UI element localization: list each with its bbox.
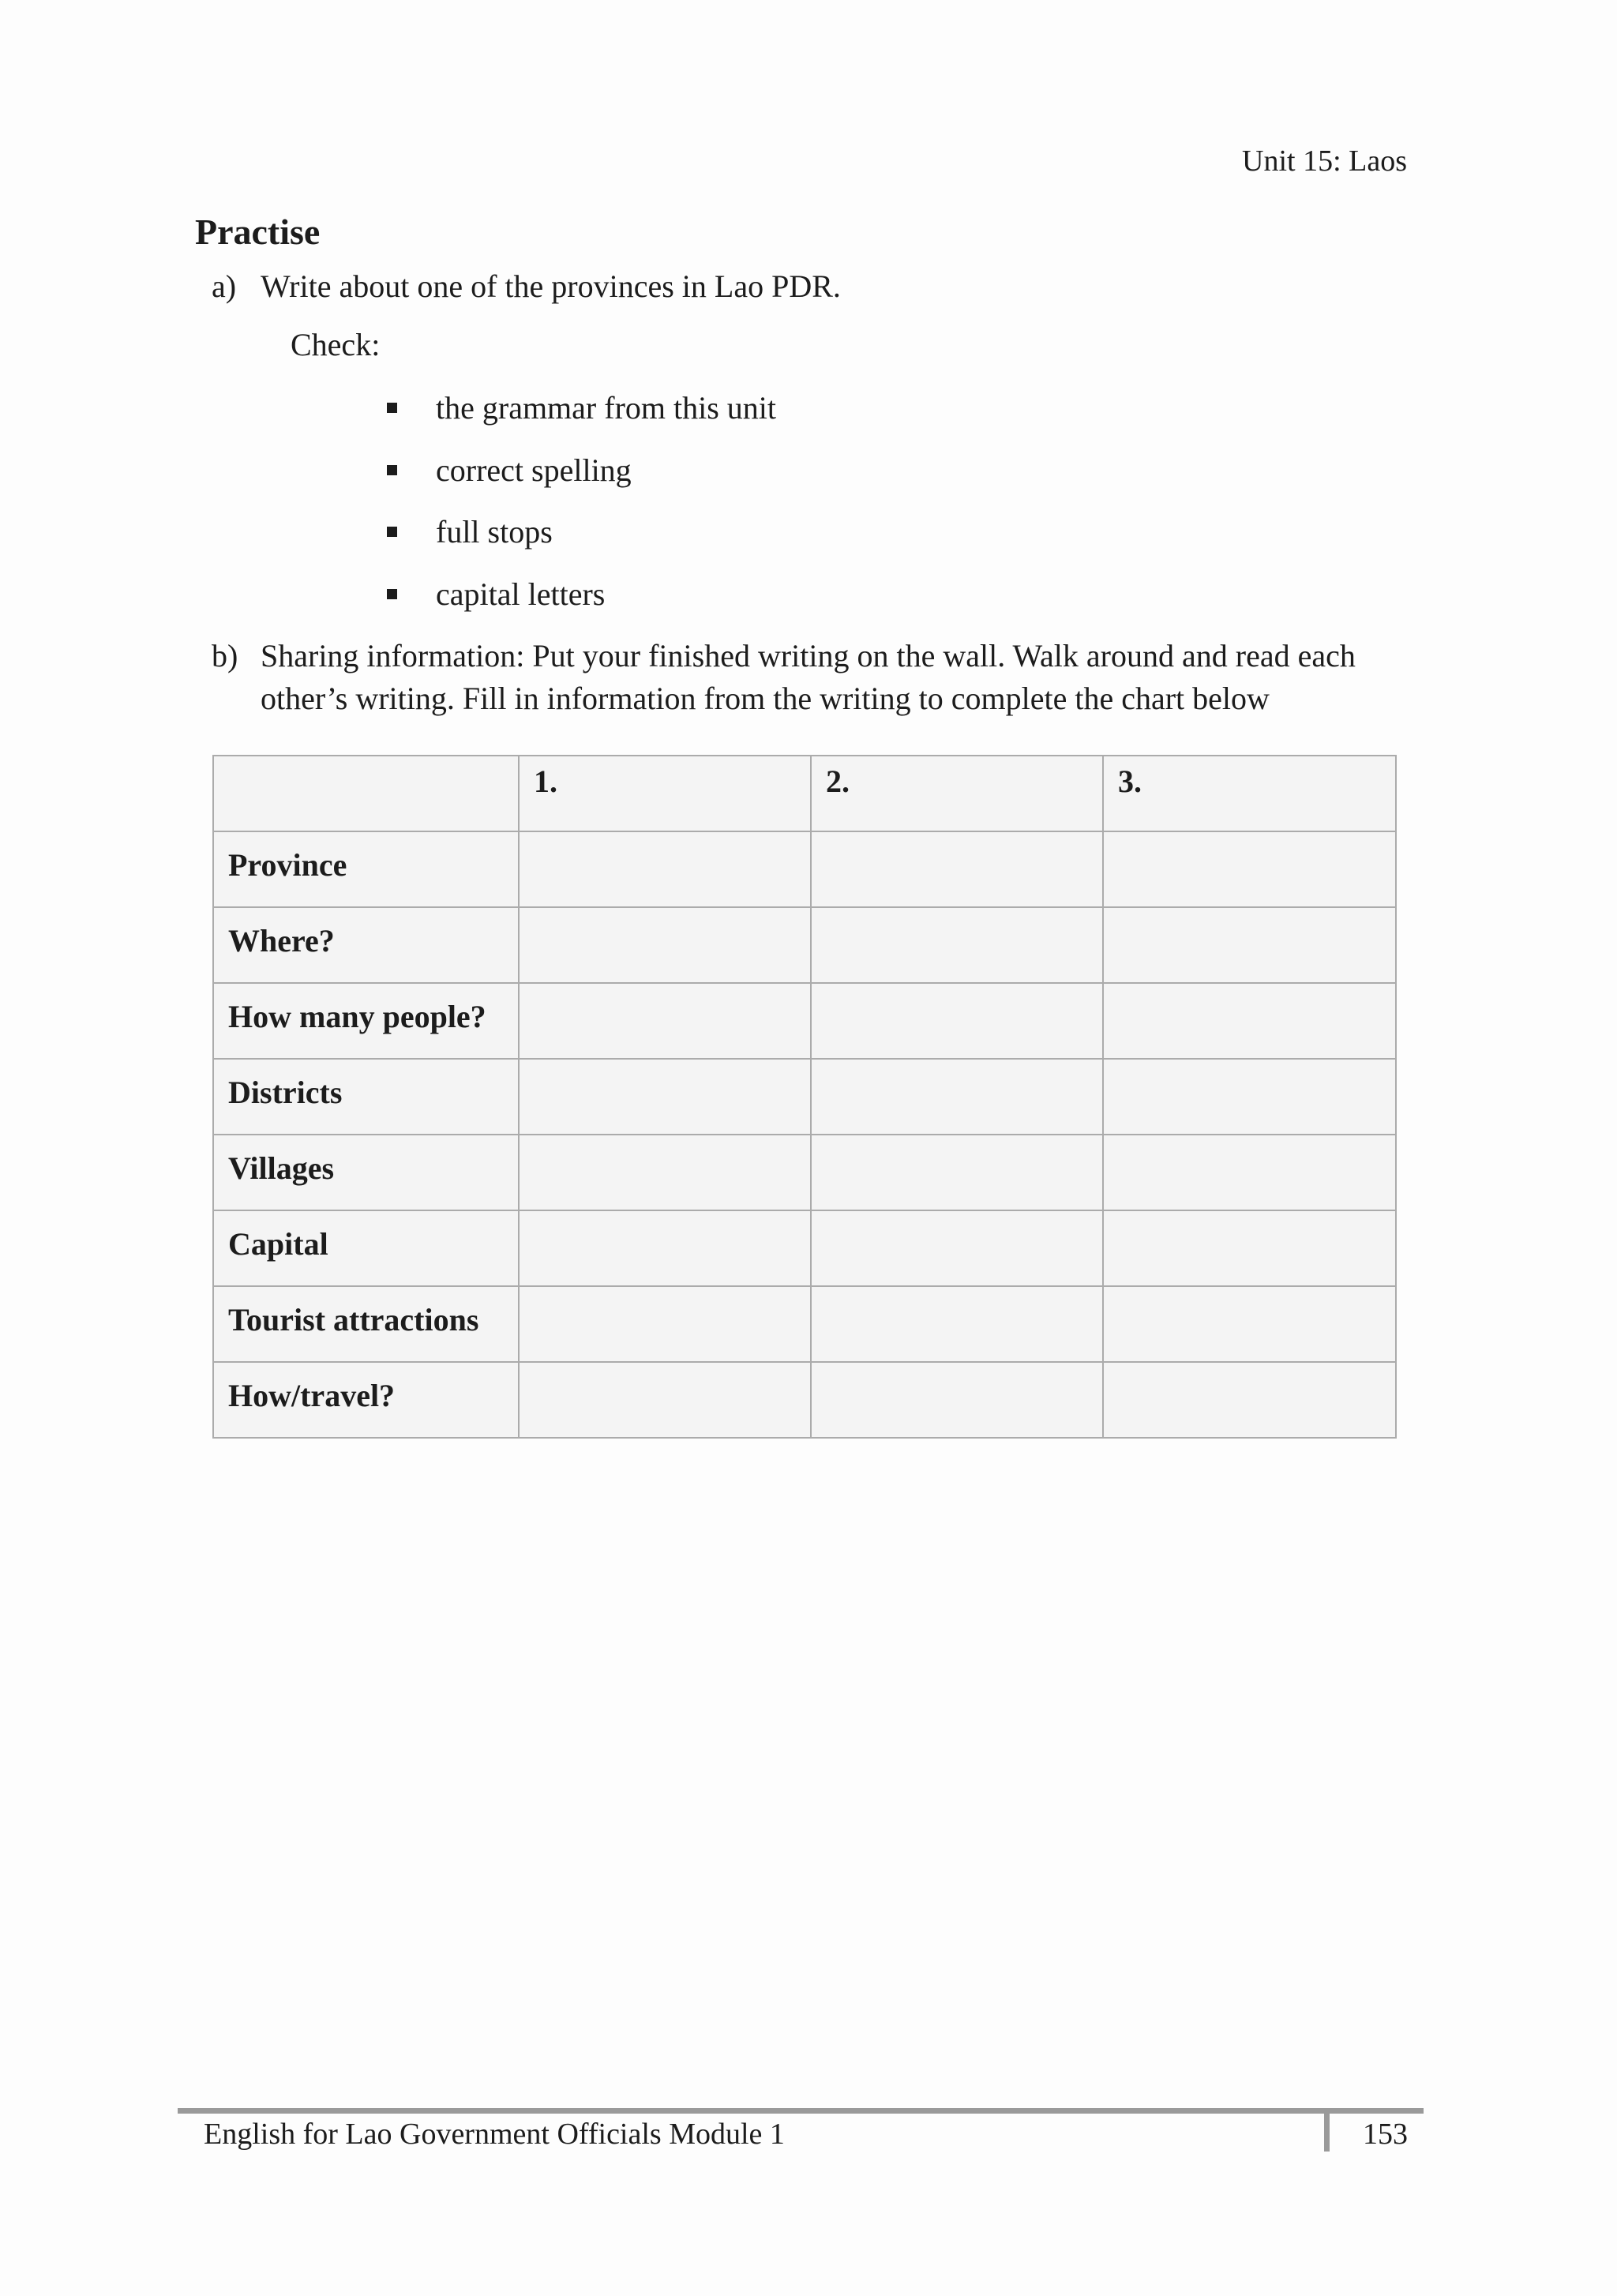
table-header-cell: 2. <box>811 756 1103 831</box>
answer-cell[interactable] <box>811 831 1103 907</box>
row-label: Where? <box>213 907 519 983</box>
row-label: How many people? <box>213 983 519 1059</box>
answer-cell[interactable] <box>1103 1210 1396 1286</box>
answer-cell[interactable] <box>519 1059 811 1135</box>
task-b-line-1: Sharing information: Put your finished writing on the wall. Walk around and read each <box>261 638 1356 673</box>
answer-cell[interactable] <box>1103 907 1396 983</box>
answer-cell[interactable] <box>811 983 1103 1059</box>
table-header-cell <box>213 756 519 831</box>
answer-cell[interactable] <box>1103 1362 1396 1438</box>
answer-cell[interactable] <box>811 1059 1103 1135</box>
square-bullet-icon <box>387 589 397 599</box>
square-bullet-icon <box>387 527 397 537</box>
answer-cell[interactable] <box>1103 831 1396 907</box>
checklist-item-text: the grammar from this unit <box>436 390 777 426</box>
table-row <box>213 1286 1396 1362</box>
table-header-row <box>213 756 1396 831</box>
task-b-text <box>261 635 1445 720</box>
square-bullet-icon <box>387 403 397 413</box>
checklist-item-text: full stops <box>436 514 553 550</box>
footer-rule <box>178 2108 1424 2114</box>
answer-cell[interactable] <box>1103 983 1396 1059</box>
task-b-line-2: other’s writing. Fill in information from the writing to complete the chart below <box>261 681 1270 716</box>
row-label: Tourist attractions <box>213 1286 519 1362</box>
task-a-marker: a) <box>212 268 237 304</box>
checklist-item-text: capital letters <box>436 576 606 612</box>
answer-cell[interactable] <box>811 907 1103 983</box>
running-header: Unit 15: Laos <box>1242 144 1407 178</box>
row-label: Villages <box>213 1135 519 1210</box>
table-row <box>213 1059 1396 1135</box>
answer-cell[interactable] <box>519 983 811 1059</box>
row-label: Province <box>213 831 519 907</box>
table-row <box>213 1362 1396 1438</box>
task-b-marker: b) <box>212 638 238 673</box>
answer-cell[interactable] <box>811 1135 1103 1210</box>
table-row <box>213 831 1396 907</box>
province-chart-table <box>212 755 1397 1439</box>
answer-cell[interactable] <box>519 1362 811 1438</box>
square-bullet-icon <box>387 465 397 475</box>
table-row <box>213 1210 1396 1286</box>
answer-cell[interactable] <box>519 831 811 907</box>
table-header-cell: 1. <box>519 756 811 831</box>
table-header-cell: 3. <box>1103 756 1396 831</box>
answer-cell[interactable] <box>519 1210 811 1286</box>
row-label: Districts <box>213 1059 519 1135</box>
table-row <box>213 907 1396 983</box>
answer-cell[interactable] <box>811 1210 1103 1286</box>
answer-cell[interactable] <box>811 1362 1103 1438</box>
page-number: 153 <box>1363 2118 1408 2151</box>
answer-cell[interactable] <box>811 1286 1103 1362</box>
answer-cell[interactable] <box>519 1135 811 1210</box>
checklist-item-text: correct spelling <box>436 452 632 488</box>
row-label: Capital <box>213 1210 519 1286</box>
answer-cell[interactable] <box>1103 1286 1396 1362</box>
table-row <box>213 983 1396 1059</box>
answer-cell[interactable] <box>519 907 811 983</box>
answer-cell[interactable] <box>1103 1135 1396 1210</box>
section-title: Practise <box>195 212 321 252</box>
footer-divider <box>1324 2114 1330 2152</box>
footer-book-title: English for Lao Government Officials Module 1 <box>204 2118 785 2151</box>
row-label: How/travel? <box>213 1362 519 1438</box>
answer-cell[interactable] <box>519 1286 811 1362</box>
check-label: Check: <box>291 327 381 362</box>
answer-cell[interactable] <box>1103 1059 1396 1135</box>
table-row <box>213 1135 1396 1210</box>
task-a-text: Write about one of the provinces in Lao PDR. <box>261 268 841 304</box>
